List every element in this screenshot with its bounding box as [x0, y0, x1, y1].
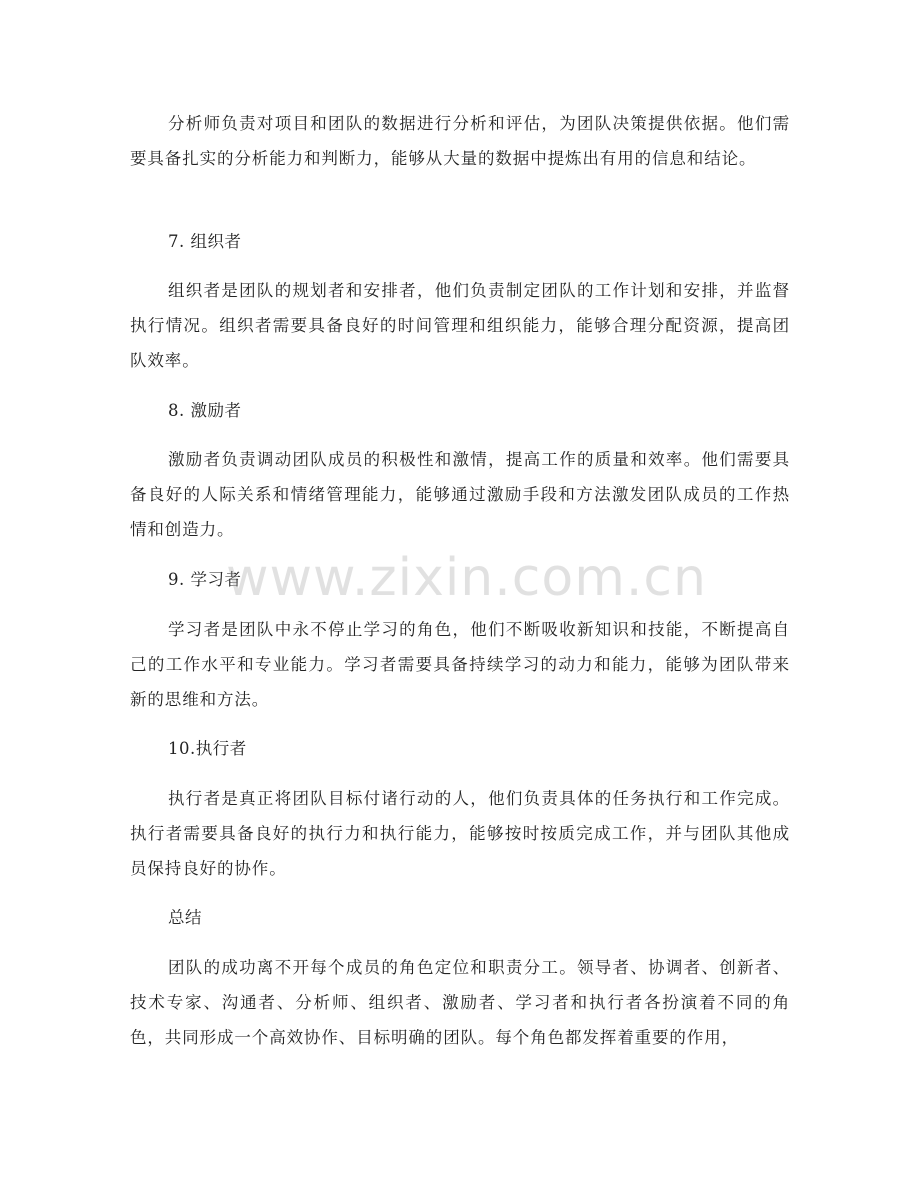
analyst-paragraph: 分析师负责对项目和团队的数据进行分析和评估，为团队决策提供依据。他们需要具备扎实的分析能力和判断力，能够从大量的数据中提炼出有用的信息和结论。 [130, 114, 790, 168]
executor-paragraph: 执行者是真正将团队目标付诸行动的人，他们负责具体的任务执行和工作完成。执行者需要具备良好的执行力和执行能力，能够按时按质完成工作，并与团队其他成员保持良好的协作。 [130, 789, 790, 878]
motivator-paragraph: 激励者负责调动团队成员的积极性和激情，提高工作的质量和效率。他们需要具备良好的人际关系和情绪管理能力，能够通过激励手段和方法激发团队成员的工作热情和创造力。 [130, 450, 790, 539]
heading-motivator: 8. 激励者 [168, 401, 242, 420]
summary-paragraph: 团队的成功离不开每个成员的角色定位和职责分工。领导者、协调者、创新者、技术专家、沟通者、分析师、组织者、激励者、学习者和执行者各扮演着不同的角色，共同形成一个高效协作、目标明确的团队。每个角色都发挥着重要的作用， [130, 958, 790, 1047]
learner-paragraph: 学习者是团队中永不停止学习的角色，他们不断吸收新知识和技能，不断提高自己的工作水平和专业能力。学习者需要具备持续学习的动力和能力，能够为团队带来新的思维和方法。 [130, 620, 790, 709]
heading-summary: 总结 [168, 908, 202, 927]
organizer-paragraph: 组织者是团队的规划者和安排者，他们负责制定团队的工作计划和安排，并监督执行情况。组织者需要具备良好的时间管理和组织能力，能够合理分配资源，提高团队效率。 [130, 281, 790, 370]
heading-organizer: 7. 组织者 [168, 232, 242, 251]
heading-executor: 10.执行者 [168, 739, 247, 758]
heading-learner: 9. 学习者 [168, 570, 242, 589]
watermark-text: www.zixin.com.cn [226, 548, 707, 608]
